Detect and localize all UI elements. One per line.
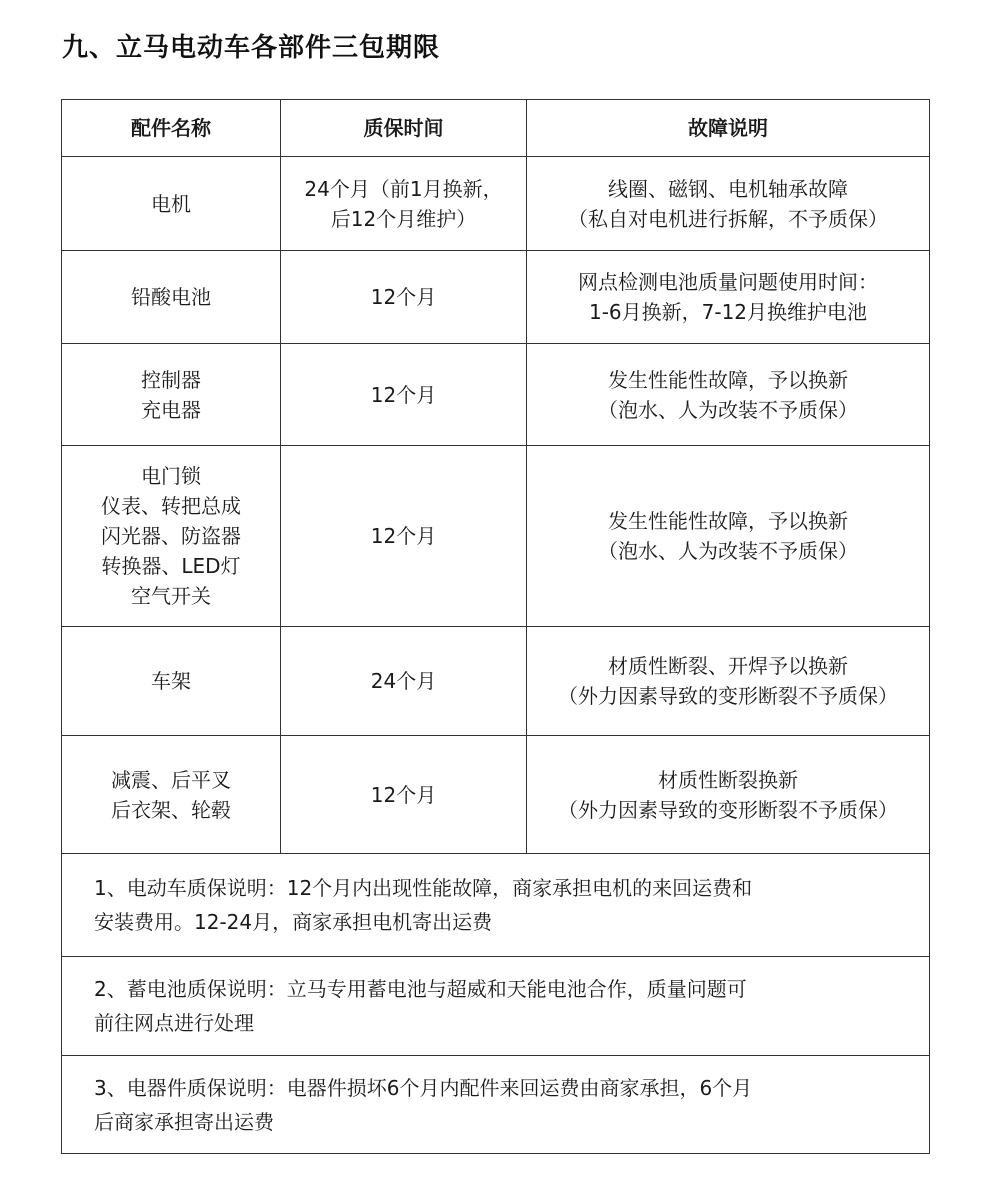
description-line: 1-6月换新，7-12月换维护电池: [588, 300, 868, 324]
note-line: 3、电器件质保说明：电器件损坏6个月内配件来回运费由商家承担，6个月: [94, 1075, 753, 1100]
period-cell: [281, 736, 527, 854]
period-line: 24个月（前1月换新，: [304, 176, 503, 201]
note-cell: [62, 1056, 930, 1154]
note-row: [62, 854, 930, 957]
description-line: 网点检测电池质量问题使用时间：: [578, 270, 878, 294]
part-name-line: 电机: [151, 191, 191, 216]
note-line: 2、蓄电池质保说明：立马专用蓄电池与超威和天能电池合作，质量问题可: [94, 977, 747, 1001]
description-cell: [527, 251, 930, 344]
description-line: （泡水、人为改装不予质保）: [598, 539, 858, 563]
note-cell: [62, 957, 930, 1056]
note-row: [62, 957, 930, 1056]
table-header-row: [62, 100, 930, 157]
table-row: [62, 157, 930, 251]
note-row: [62, 1056, 930, 1154]
part-name-line: 车架: [151, 669, 191, 693]
page-title: 九、立马电动车各部件三包期限: [62, 33, 441, 63]
part-name-cell: [62, 344, 281, 446]
part-name-cell: [62, 627, 281, 736]
part-name-line: 充电器: [141, 397, 201, 422]
description-line: 材质性断裂换新: [658, 767, 798, 792]
note-line: 前往网点进行处理: [94, 1011, 254, 1035]
description-line: （外力因素导致的变形断裂不予质保）: [558, 797, 898, 822]
table-row: [62, 736, 930, 854]
note-line: 后商家承担寄出运费: [94, 1109, 274, 1134]
period-cell: [281, 446, 527, 627]
description-line: 发生性能性故障，予以换新: [608, 509, 848, 533]
period-line: 12个月: [370, 382, 437, 407]
note-line: 安装费用。12-24月，商家承担电机寄出运费: [94, 910, 493, 934]
part-name-line: 仪表、转把总成: [101, 494, 241, 518]
part-name-line: 闪光器、防盗器: [101, 524, 241, 548]
period-line: 12个月: [370, 782, 437, 807]
header-fault-description: 故障说明: [527, 100, 930, 157]
part-name-line: 转换器、LED灯: [101, 554, 241, 578]
period-cell: [281, 157, 527, 251]
table-row: [62, 344, 930, 446]
description-line: 线圈、磁钢、电机轴承故障: [608, 176, 848, 201]
description-line: （外力因素导致的变形断裂不予质保）: [558, 684, 898, 708]
description-line: 发生性能性故障，予以换新: [608, 367, 848, 392]
description-cell: [527, 627, 930, 736]
part-name-cell: [62, 736, 281, 854]
period-cell: [281, 627, 527, 736]
period-line: 12个月: [370, 524, 437, 548]
part-name-line: 减震、后平叉: [111, 767, 231, 792]
table-row: [62, 251, 930, 344]
description-line: 材质性断裂、开焊予以换新: [608, 654, 848, 678]
description-cell: [527, 446, 930, 627]
period-cell: [281, 251, 527, 344]
period-cell: [281, 344, 527, 446]
part-name-line: 后衣架、轮毂: [111, 797, 231, 822]
table-row: [62, 627, 930, 736]
part-name-line: 电门锁: [141, 464, 201, 488]
description-cell: [527, 344, 930, 446]
description-line: （私自对电机进行拆解，不予质保）: [568, 206, 888, 231]
period-line: 后12个月维护）: [330, 206, 477, 231]
period-line: 12个月: [370, 285, 437, 309]
description-cell: [527, 157, 930, 251]
table-row: [62, 446, 930, 627]
header-warranty-period: 质保时间: [281, 100, 527, 157]
part-name-line: 空气开关: [131, 584, 211, 608]
description-cell: [527, 736, 930, 854]
warranty-table: [61, 99, 930, 1154]
part-name-cell: [62, 446, 281, 627]
note-cell: [62, 854, 930, 957]
part-name-cell: [62, 251, 281, 344]
part-name-line: 铅酸电池: [131, 285, 211, 309]
part-name-cell: [62, 157, 281, 251]
part-name-line: 控制器: [141, 367, 201, 392]
header-part-name: 配件名称: [62, 100, 281, 157]
description-line: （泡水、人为改装不予质保）: [598, 397, 858, 422]
note-line: 1、电动车质保说明：12个月内出现性能故障，商家承担电机的来回运费和: [94, 876, 753, 900]
period-line: 24个月: [370, 669, 437, 693]
